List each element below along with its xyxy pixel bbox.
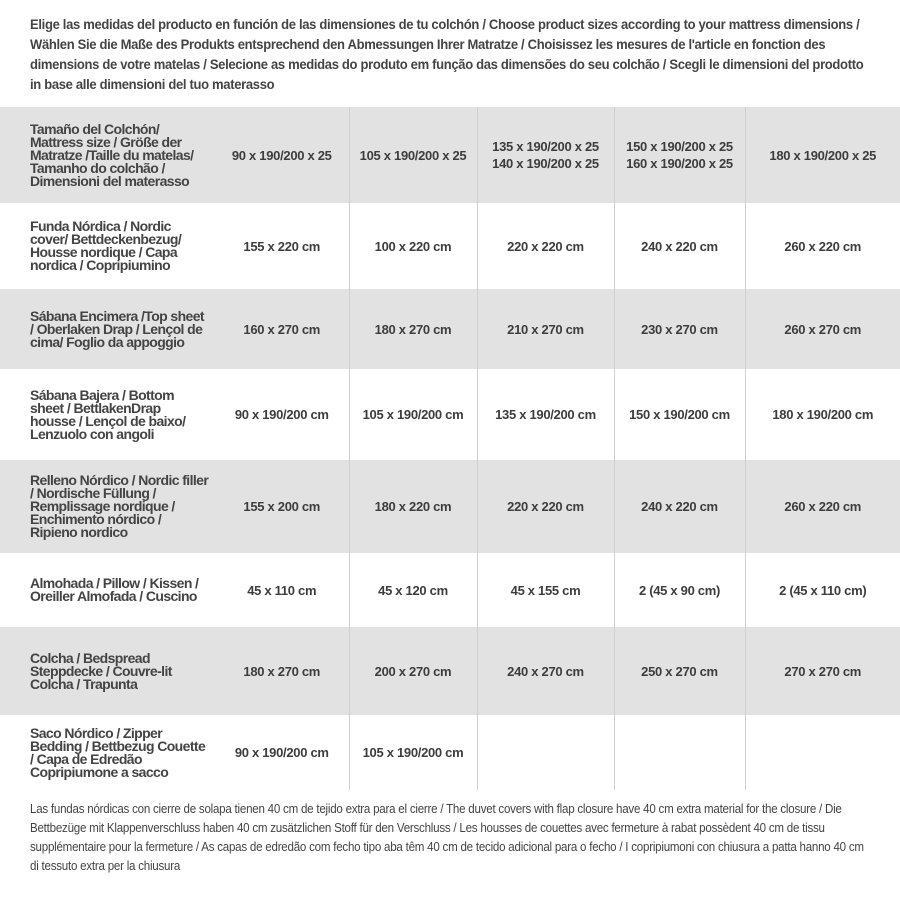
header-size: 180 x 190/200 x 25: [745, 107, 900, 203]
table-cell: [477, 715, 614, 790]
table-cell: 220 x 220 cm: [477, 203, 614, 289]
table-cell: 90 x 190/200 cm: [215, 369, 349, 460]
table-cell: 105 x 190/200 cm: [349, 369, 477, 460]
table-cell: 240 x 220 cm: [614, 203, 745, 289]
header-size: 150 x 190/200 x 25 160 x 190/200 x 25: [614, 107, 745, 203]
header-size: 135 x 190/200 x 25 140 x 190/200 x 25: [477, 107, 614, 203]
intro-text: Elige las medidas del producto en función de las dimensiones de tu colchón / Choose product sizes according to your mattress dimensions / Wählen Sie die Maße des Produkts entsprechend den Abmessungen Ihrer Matratze / Choisissez les mesures de l'article en fonction des dimensions de votre matelas / Selecione as medidas do produto em função das dimensões do seu colchão / Scegli le dimensioni del prodotto in base alle dimensioni del tuo materasso: [30, 16, 864, 92]
table-cell: 210 x 270 cm: [477, 289, 614, 369]
table-cell: 100 x 220 cm: [349, 203, 477, 289]
table-cell: 250 x 270 cm: [614, 627, 745, 715]
table-cell: 240 x 270 cm: [477, 627, 614, 715]
table-cell: 2 (45 x 110 cm): [779, 582, 867, 598]
table-cell: 105 x 190/200 cm: [349, 715, 477, 790]
table-row: [0, 553, 900, 627]
table-cell: 270 x 270 cm: [745, 627, 900, 715]
row-label: Relleno Nórdico / Nordic filler / Nordische Füllung / Remplissage nordique / Enchimento nórdico / Ripieno nordico: [0, 460, 215, 553]
table-cell: 45 x 120 cm: [349, 553, 477, 627]
table-cell: 260 x 220 cm: [745, 460, 900, 553]
header-size: 105 x 190/200 x 25: [349, 107, 477, 203]
header-label: Tamaño del Colchón/ Mattress size / Größe der Matratze /Taille du matelas/ Tamanho do colchão / Dimensioni del materasso: [0, 107, 215, 203]
table-cell: 155 x 220 cm: [215, 203, 349, 289]
table-cell: 260 x 270 cm: [745, 289, 900, 369]
table-cell: 90 x 190/200 cm: [215, 715, 349, 790]
table-cell: 220 x 220 cm: [477, 460, 614, 553]
table-row: [0, 460, 900, 553]
table-row: [0, 627, 900, 715]
table-row: [0, 715, 900, 790]
table-cell: 180 x 220 cm: [349, 460, 477, 553]
table-cell: 160 x 270 cm: [215, 289, 349, 369]
table-cell: 155 x 200 cm: [215, 460, 349, 553]
table-cell: [614, 715, 745, 790]
row-label: Sábana Encimera /Top sheet / Oberlaken Drap / Lençol de cima/ Foglio da appoggio: [0, 289, 215, 369]
table-cell: 180 x 270 cm: [349, 289, 477, 369]
table-cell: 150 x 190/200 cm: [614, 369, 745, 460]
table-cell: 240 x 220 cm: [614, 460, 745, 553]
table-cell: 180 x 190/200 cm: [772, 407, 874, 422]
footnote: Las fundas nórdicas con cierre de solapa tienen 40 cm de tejido extra para el cierre / The duvet covers with flap closure have 40 cm extra material for the closure / Die Bettbezüge mit Klappenverschluss haben 40 cm zusätzlichen Stoff für den Verschluss / Les housses de couettes avec fermeture à rabat possèdent 40 cm de tissu supplémentaire pour la fermeture / As capas de edredão com fecho tipo aba têm 40 cm de tecido adicional para o fecho / I copripiumoni con chiusura a patta hanno 40 cm di tessuto extra per la chiusura: [30, 802, 864, 873]
size-table: [0, 107, 900, 790]
table-cell: 180 x 270 cm: [215, 627, 349, 715]
table-cell: [745, 715, 900, 790]
table-row: [0, 289, 900, 369]
table-cell: 2 (45 x 90 cm): [614, 553, 745, 627]
table-cell: 135 x 190/200 cm: [477, 369, 614, 460]
row-label: Saco Nórdico / Zipper Bedding / Bettbezug Couette / Capa de Edredão Copripiumone a sacco: [30, 724, 206, 780]
table-cell: 260 x 220 cm: [784, 238, 862, 254]
row-label: Sábana Bajera / Bottom sheet / BettlakenDrap housse / Lençol de baixo/ Lenzuolo con angoli: [30, 386, 186, 442]
table-cell: 45 x 110 cm: [215, 553, 349, 627]
header-row: [0, 107, 900, 203]
header-size: 90 x 190/200 x 25: [215, 107, 349, 203]
row-label: Almohada / Pillow / Kissen / Oreiller Almofada / Cuscino: [30, 575, 199, 604]
table-row: [0, 203, 900, 289]
table-row: [0, 369, 900, 460]
table-cell: 230 x 270 cm: [614, 289, 745, 369]
table-cell: 200 x 270 cm: [349, 627, 477, 715]
table-cell: 45 x 155 cm: [477, 553, 614, 627]
row-label: Colcha / Bedspread Steppdecke / Couvre-lit Colcha / Trapunta: [0, 627, 215, 715]
row-label: Funda Nórdica / Nordic cover/ Bettdeckenbezug/ Housse nordique / Capa nordica / Copripiumino: [30, 218, 182, 273]
